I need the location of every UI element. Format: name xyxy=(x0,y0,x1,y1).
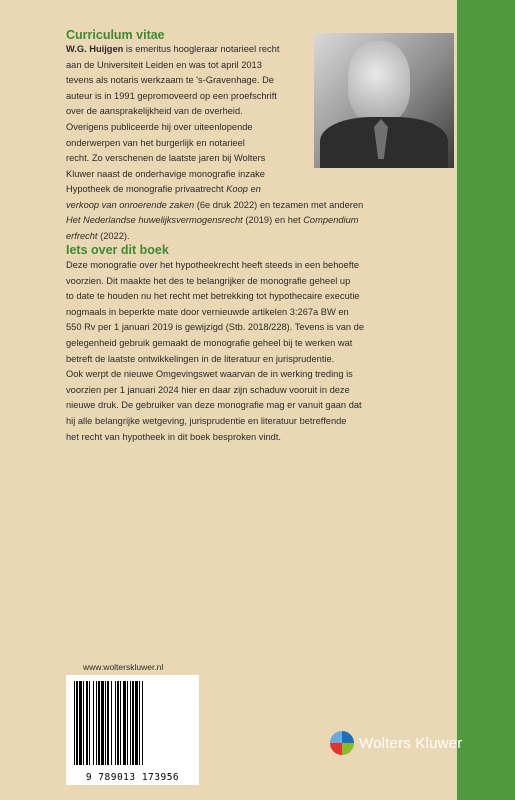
cv-line-8: recht. Zo verschenen de laatste jaren bij Wolters xyxy=(66,153,266,164)
isbn-number: 9 789013 173956 xyxy=(85,772,180,783)
about-paragraph xyxy=(66,258,456,445)
publisher-url[interactable]: www.wolterskluwer.nl xyxy=(83,662,164,672)
about-line-1: Deze monografie over het hypotheekrecht heeft steeds in een behoefte xyxy=(66,260,360,270)
about-line-6: gelegenheid gebruik gemaakt de monografie geheel bij te werken wat xyxy=(66,337,353,348)
publisher-name: Wolters Kluwer xyxy=(359,734,463,752)
about-line-7: betreft de laatste ontwikkelingen in de literatuur en jurisprudentie. xyxy=(66,353,335,364)
cv-line-9: Kluwer naast de onderhavige monografie inzake xyxy=(66,168,265,179)
about-line-9: voorzien per 1 januari 2024 hier en daar zijn schaduw vooruit in deze xyxy=(66,384,350,395)
cv-paragraph xyxy=(66,42,311,182)
cv-heading: Curriculum vitae xyxy=(66,28,165,42)
cv-paragraph-cont xyxy=(66,182,456,244)
publisher-logo-icon xyxy=(330,731,354,755)
photo-head xyxy=(348,41,410,123)
cv-line-3: tevens als notaris werkzaam te 's-Gravenhage. De xyxy=(66,75,274,86)
cv-line-6: Overigens publiceerde hij over uiteenlopende xyxy=(66,121,253,132)
about-heading: Iets over dit boek xyxy=(66,243,169,257)
about-line-4: nogmaals in beperkte mate door vernieuwde artikelen 3:267a BW en xyxy=(66,306,349,317)
author-name: W.G. Huijgen xyxy=(66,44,124,54)
about-line-11: hij alle belangrijke wetgeving, jurisprudentie en literatuur betreffende xyxy=(66,415,347,426)
about-line-2: voorzien. Dit maakte het des te belangrijker de monografie geheel up xyxy=(66,275,351,286)
cv-line-4: auteur is in 1991 gepromoveerd op een proefschrift xyxy=(66,90,277,101)
about-line-3: to date te houden nu het recht met betrekking tot hypothecaire executie xyxy=(66,291,360,302)
cv-line-5: over de aansprakelijkheid van de overheid. xyxy=(66,106,243,117)
cv-line-2: aan de Universiteit Leiden en was tot april 2013 xyxy=(66,59,262,70)
cv-line-11: verkoop van onroerende zaken (6e druk 2022) en tezamen met anderen xyxy=(66,199,364,210)
green-spine xyxy=(457,0,515,800)
barcode-bar xyxy=(143,681,144,765)
barcode xyxy=(74,681,191,765)
about-line-5: 550 Rv per 1 januari 2019 is gewijzigd (Stb. 2018/228). Tevens is van de xyxy=(66,322,365,333)
barcode-box xyxy=(66,675,199,785)
about-line-10: nieuwe druk. De gebruiker van deze monografie mag er vanuit gaan dat xyxy=(66,400,362,411)
cv-line-7: onderwerpen van het burgerlijk en notarieel xyxy=(66,137,245,148)
cv-line-1: W.G. Huijgen is emeritus hoogleraar notarieel recht xyxy=(66,44,280,54)
about-line-8: Ook werpt de nieuwe Omgevingswet waarvan de in werking treding is xyxy=(66,369,353,380)
cv-line-10: Hypotheek de monografie privaatrecht Koop en xyxy=(66,184,261,194)
about-line-12: het recht van hypotheek in dit boek besproken vindt. xyxy=(66,431,281,442)
cv-line-13: erfrecht (2022). xyxy=(66,230,130,241)
cv-line-12: Het Nederlandse huwelijksvermogensrecht (2019) en het Compendium xyxy=(66,215,359,226)
wolters-kluwer-logo xyxy=(330,731,462,755)
author-photo xyxy=(314,33,454,168)
